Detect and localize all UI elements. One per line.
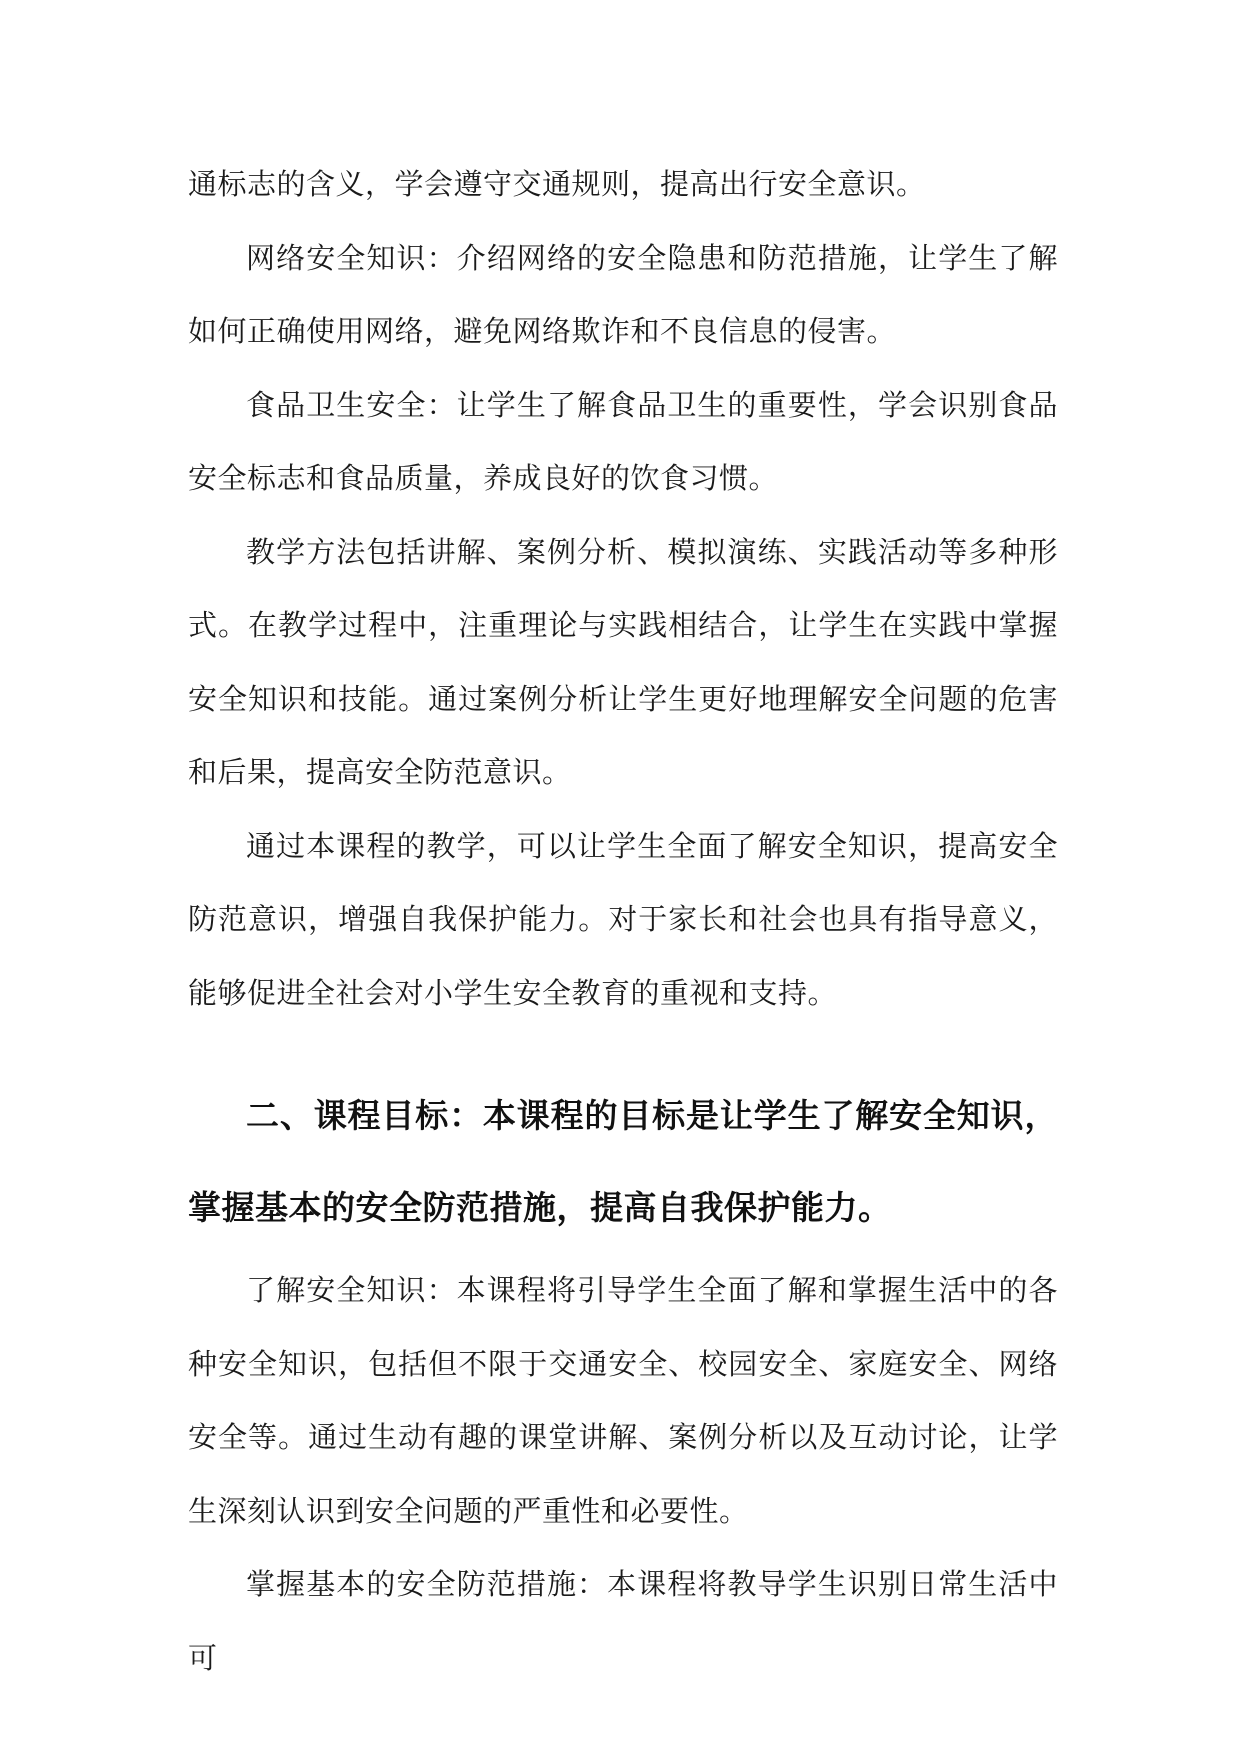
paragraph-network-safety: 网络安全知识：介绍网络的安全隐患和防范措施，让学生了解如何正确使用网络，避免网络欺诈和不良信息的侵害。 [188, 240, 1058, 348]
paragraph-master-measures: 掌握基本的安全防范措施：本课程将教导学生识别日常生活中可 [188, 1567, 1058, 1675]
section-heading-course-goals: 二、课程目标：本课程的目标是让学生了解安全知识，掌握基本的安全防范措施，提高自我保护能力。 [188, 1096, 1058, 1227]
document-body [188, 148, 1058, 1695]
paragraph-understand-safety: 了解安全知识：本课程将引导学生全面了解和掌握生活中的各种安全知识，包括但不限于交通安全、校园安全、家庭安全、网络安全等。通过生动有趣的课堂讲解、案例分析以及互动讨论，让学生深刻认识到安全问题的严重性和必要性。 [188, 1273, 1058, 1528]
paragraph-food-safety: 食品卫生安全：让学生了解食品卫生的重要性，学会识别食品安全标志和食品质量，养成良好的饮食习惯。 [188, 387, 1058, 495]
paragraph-teaching-methods: 教学方法包括讲解、案例分析、模拟演练、实践活动等多种形式。在教学过程中，注重理论与实践相结合，让学生在实践中掌握安全知识和技能。通过案例分析让学生更好地理解安全问题的危害和后果，提高安全防范意识。 [188, 534, 1058, 789]
paragraph-course-value: 通过本课程的教学，可以让学生全面了解安全知识，提高安全防范意识，增强自我保护能力。对于家长和社会也具有指导意义，能够促进全社会对小学生安全教育的重视和支持。 [188, 828, 1058, 1010]
paragraph-traffic-signs: 通标志的含义，学会遵守交通规则，提高出行安全意识。 [188, 167, 926, 201]
